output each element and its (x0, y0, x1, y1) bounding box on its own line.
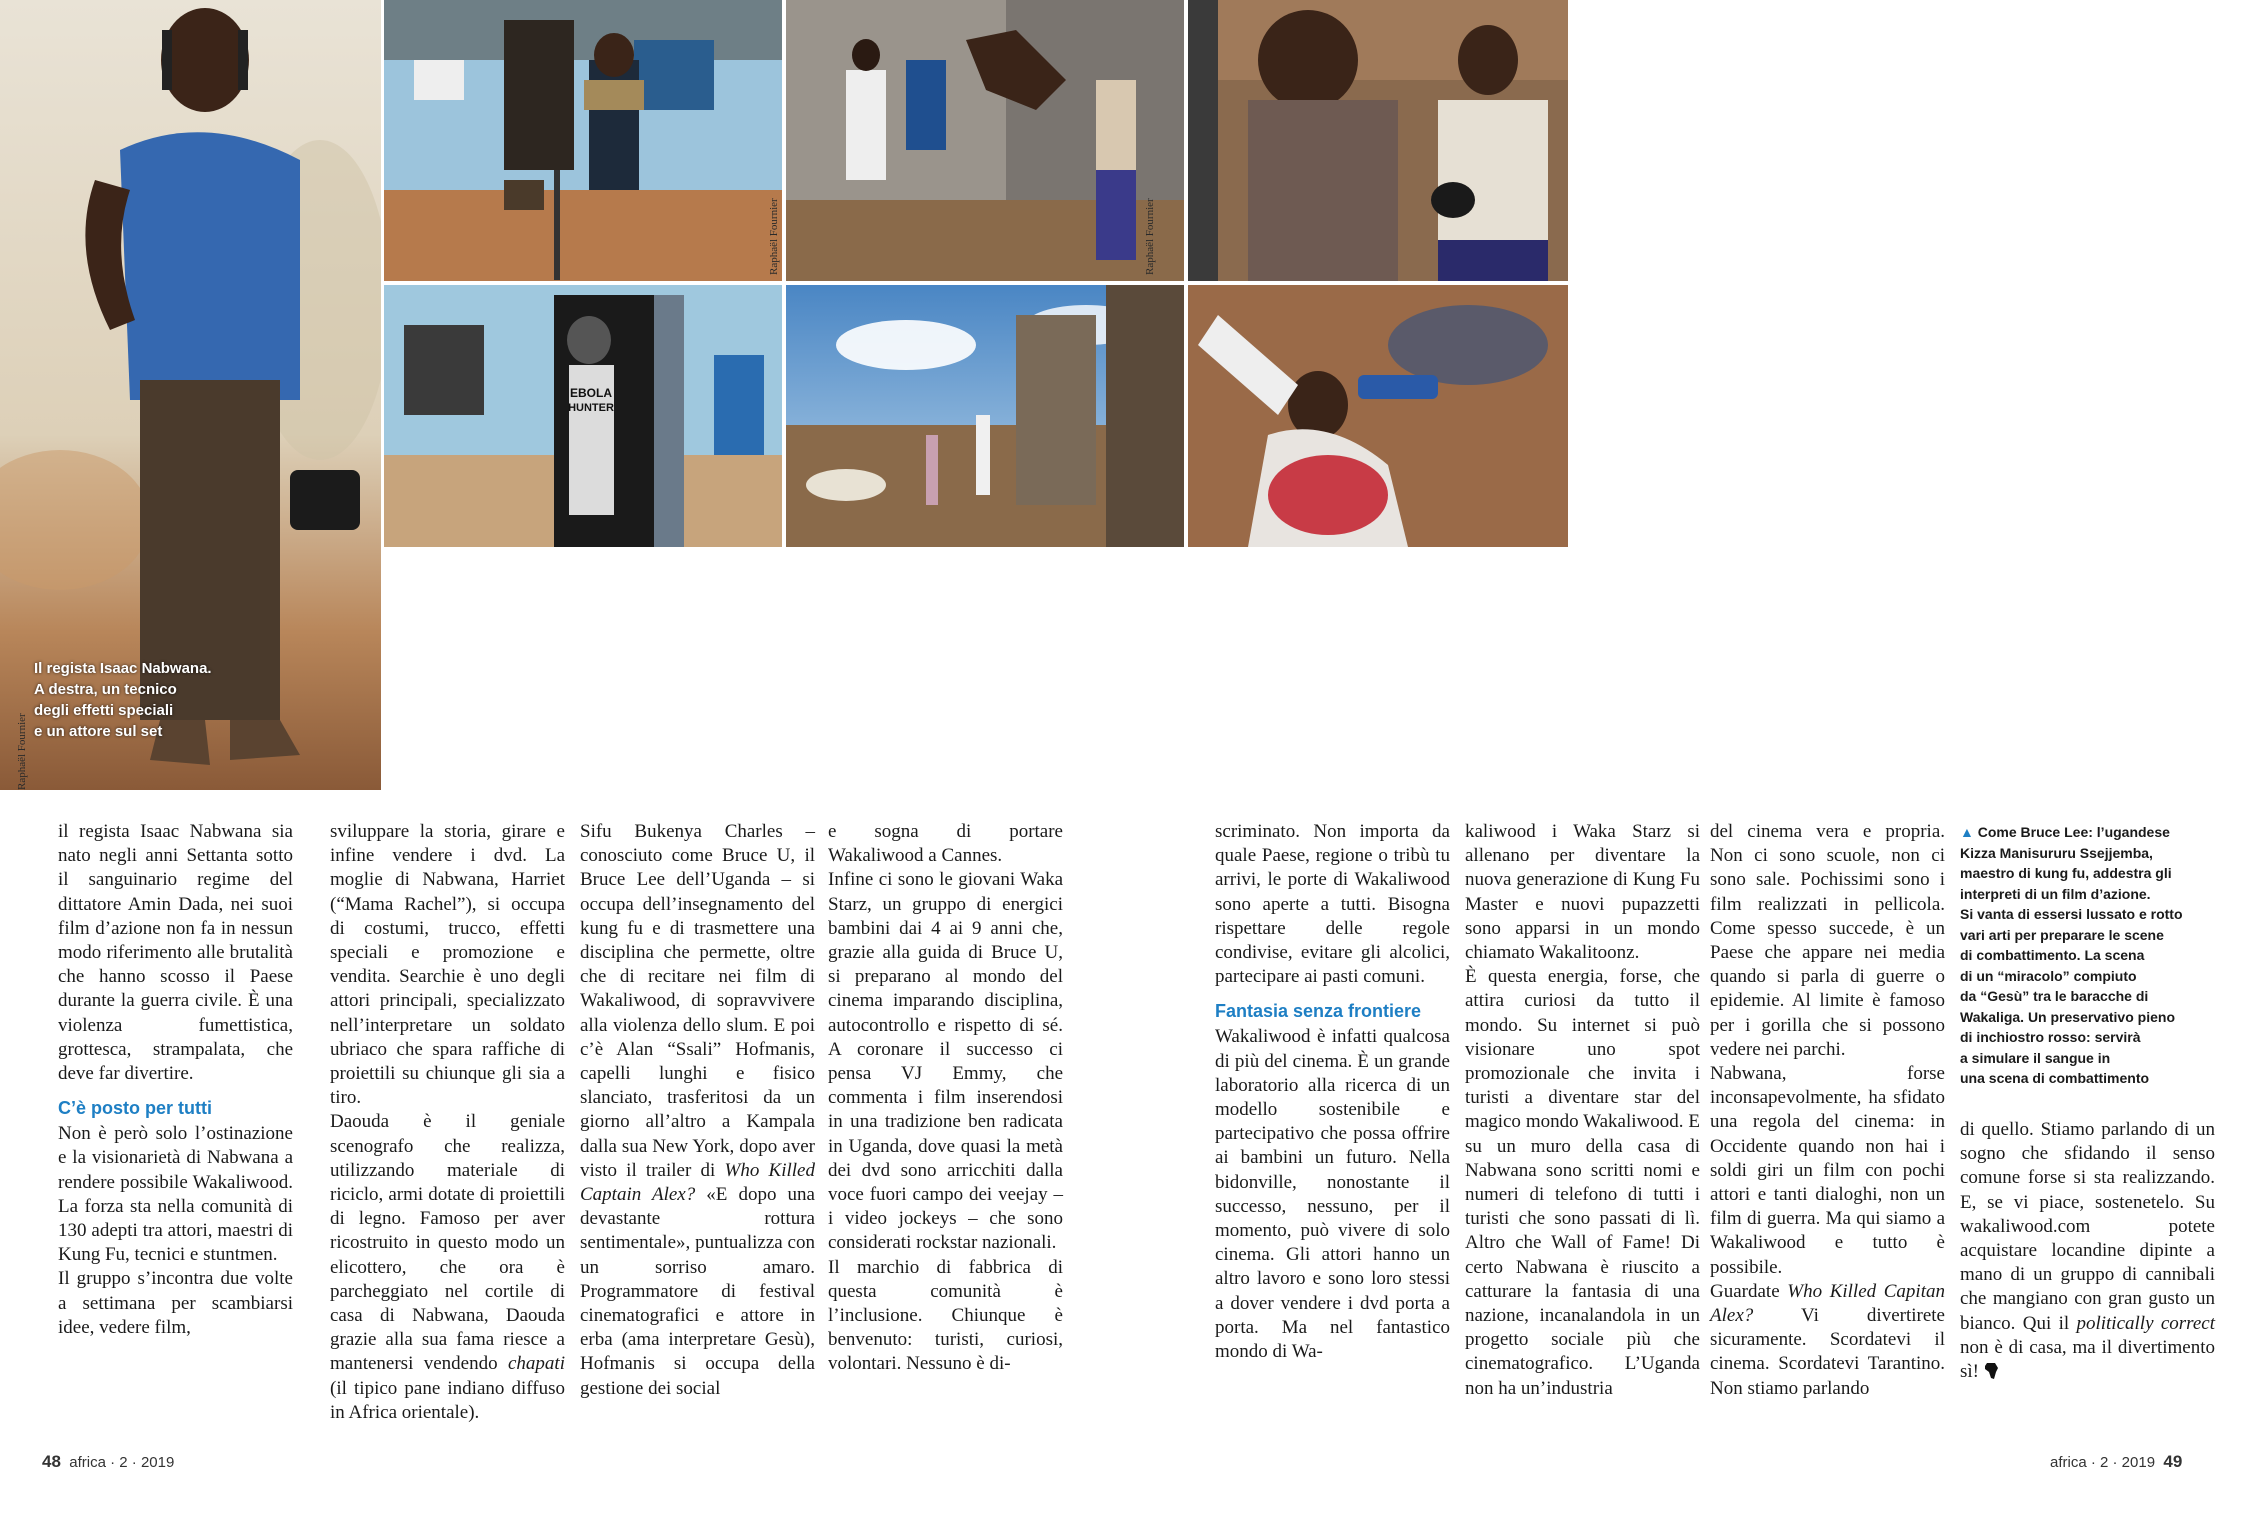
photo-miracle-scene (1188, 285, 1568, 547)
caption-line: vari arti per preparare le scene (1960, 926, 2164, 943)
caption-line: Si vanta di essersi lussato e rotto (1960, 906, 2183, 922)
text-column-5 (1215, 820, 1450, 1364)
folio-left (42, 1452, 174, 1472)
paragraph (1960, 1118, 2215, 1384)
caption-line: degli effetti speciali (34, 702, 174, 719)
paragraph-text: «E dopo una devastante rottura sentimentale», puntualizza con un sorriso amaro. Programmatore di festival cinematografici e attore in erba (ama interpretare Gesù), Hofmanis si occupa della gestione dei social (580, 1184, 815, 1399)
paragraph: Non è però solo l’ostinazione e la visionarietà di Nabwana a rendere possibile Wakaliwood. La forza sta nella comunità di 130 adepti tra attori, maestri di Kung Fu, tecnici e stuntmen. (58, 1123, 293, 1266)
caption-line: Kizza Manisururu Ssejjemba, (1960, 844, 2153, 861)
paragraph-text: non è di casa, ma il divertimento sì! (1960, 1336, 2215, 1383)
caption-line: di un “miracolo” compiuto (1960, 967, 2137, 984)
paragraph-text: Guardate (1710, 1280, 1788, 1302)
costume-text: HUNTER (568, 402, 614, 414)
text-column-3 (580, 820, 815, 1401)
paragraph: È questa energia, forse, che attira curiosi da tutto il mondo. Su internet si può visionare uno spot promozionale che invita i turisti a diventare star del magico mondo Wakaliwood. E su un muro della casa di Nabwana sono scritti nomi e numeri di telefono di tutti i turisti che sono passati di lì. Altro che Wall of Fame! Di certo Nabwana è riuscito a catturare la fantasia di una nazione, incanalandola in un progetto sociale più che cinematografico. L’Uganda non ha un’industria (1465, 966, 1700, 1399)
paragraph-text: Vi divertirete sicuramente. Scordatevi il cinema. Scordatevi Tarantino. Non stiamo parlando (1710, 1305, 1945, 1399)
italic-title: Who Killed Captain Alex? (580, 1159, 815, 1206)
photo-technician (384, 0, 782, 281)
paragraph-text: (il tipico pane indiano diffuso in Africa orientale). (330, 1377, 565, 1423)
caption-line: di combattimento. La scena (1960, 947, 2145, 963)
italic-title: Who Killed Capitan Alex? (1710, 1280, 1945, 1327)
caption-line: Come Bruce Lee: l’ugandese (1977, 824, 2170, 840)
paragraph-text: di quello. Stiamo parlando di un sogno che sfidando il senso comune forse si sta realizzando. E, se vi piace, sostenetelo. Su wakaliwood.com potete acquistare locandine dipinte a mano di un gruppo di cannibali che mangiano con gran gusto un bianco. Qui il (1960, 1119, 2215, 1334)
section-heading: Fantasia senza frontiere (1215, 1001, 1422, 1022)
italic-term: chapati (508, 1353, 565, 1375)
paragraph (1710, 1280, 1945, 1401)
paragraph: Il gruppo s’incontra due volte a settimana per scambiarsi idee, vedere film, (58, 1268, 293, 1338)
photo-slum-street (786, 285, 1184, 547)
text-column-1 (58, 820, 293, 1340)
side-photo-caption (1960, 822, 2230, 1089)
paragraph: Infine ci sono le giovani Waka Starz, un gruppo di energici bambini dai 4 ai 9 anni che, grazie alla guida di Bruce U, si preparano al mondo del cinema imparando disciplina, autocontrollo e rispetto di sé. A coronare il successo ci pensa VJ Emmy, che commenta i film inserendosi in una tradizione ben radicata in Uganda, dove quasi la metà dei dvd sono arricchiti dalla voce fuori campo dei veejay – i video jockeys – che sono considerati rockstar nazionali. (828, 869, 1063, 1254)
triangle-marker-icon: ▲ (1960, 824, 1974, 840)
page-number: 49 (2163, 1452, 2183, 1471)
text-column-7 (1710, 820, 1945, 1401)
folio-right (2050, 1452, 2182, 1472)
caption-line: di inchiostro rosso: servirà (1960, 1029, 2141, 1045)
text-column-8 (1960, 1118, 2215, 1384)
caption-line: da “Gesù” tra le baracche di (1960, 988, 2149, 1004)
photo-credit: Raphaël Fournier (1144, 198, 1156, 275)
caption-line: Il regista Isaac Nabwana. (34, 660, 212, 677)
page-number: 48 (42, 1452, 61, 1471)
paragraph-text: Daouda è il geniale scenografo che realizza, utilizzando materiale di riciclo, armi dotate di proiettili di legno. Famoso per aver ricostruito in questo modo un elicottero, che ora è parcheggiato nel cortile di casa di Nabwana, Daouda grazie alla sua fama riesce a mantenersi vendendo (330, 1111, 565, 1375)
magazine-issue: africa · 2 · 2019 (2050, 1454, 2156, 1471)
main-photo-caption (34, 658, 274, 742)
paragraph: sviluppare la storia, girare e infine vendere i dvd. La moglie di Nabwana, Harriet (“Mama Rachel”), si occupa di costumi, trucco, effetti speciali e promozione e vendita. Searchie è uno degli attori principali, specializzato nell’interpretare un soldato ubriaco che spara raffiche di proiettili su chiunque gli sia a tiro. (330, 821, 565, 1109)
section-heading: C’è posto per tutti (58, 1098, 212, 1119)
photo-ebola-hunter (384, 285, 782, 547)
text-column-6 (1465, 820, 1700, 1401)
africa-end-mark-icon (1984, 1362, 2000, 1380)
photo-kung-fu-kick (786, 0, 1184, 281)
caption-line: e un attore sul set (34, 723, 163, 740)
paragraph: Nabwana, forse inconsapevolmente, ha sfidato una regola del cinema: in Occidente quando non hai i soldi giri un film con pochi attori e tanti dialoghi, non un film di guerra. Ma qui siamo a Wakaliwood e tutto è possibile. (1710, 1063, 1945, 1278)
photo-blood-effect (1188, 0, 1568, 281)
photo-credit: Raphaël Fournier (16, 713, 28, 790)
caption-line: Wakaliga. Un preservativo pieno (1960, 1008, 2175, 1025)
caption-line: a simulare il sangue in (1960, 1049, 2111, 1066)
paragraph-text: Sifu Bukenya Charles – conosciuto come Bruce U, il Bruce Lee dell’Uganda – si occupa dell’insegnamento del kung fu e di trasmettere una disciplina che permette, oltre che di recitare nei film di Wakaliwood, di sopravvivere alla violenza dello slum. E poi c’è Alan “Ssali” Hofmanis, capelli lunghi e fisico slanciato, trasferitosi da un giorno all’altro a Kampala dalla sua New York, dopo aver visto il trailer di (580, 821, 815, 1181)
paragraph: e sogna di portare Wakaliwood a Cannes. (828, 821, 1063, 867)
paragraph: il regista Isaac Nabwana sia nato negli anni Settanta sotto il sanguinario regime del dittatore Amin Dada, nei suoi film d’azione non fa in nessun modo riferimento alle brutalità che hanno scosso il Paese durante la guerra civile. È una violenza fumettistica, grottesca, strampalata, che deve far divertire. (58, 821, 293, 1085)
text-column-4 (828, 820, 1063, 1377)
paragraph: scriminato. Non importa da quale Paese, regione o tribù tu arrivi, le porte di Wakaliwood sono aperte a tutti. Bisogna rispettare delle regole condivise, evitare gli alcolici, partecipare ai pasti comuni. (1215, 821, 1450, 988)
caption-line: A destra, un tecnico (34, 681, 177, 698)
paragraph: Wakaliwood è infatti qualcosa di più del cinema. È un grande laboratorio alla ricerca di un modello sostenibile e partecipativo che possa offrire ai bambini un futuro. Nella bidonville, nonostante il successo, nessuno, per il momento, può vivere di solo cinema. Gli attori hanno un altro lavoro e sono loro stessi a dover vendere i dvd porta a porta. Ma nel fantastico mondo di Wa- (1215, 1026, 1450, 1363)
paragraph: del cinema vera e propria. Non ci sono scuole, non ci sono sale. Pochissimi sono i film realizzati in pellicola. Come spesso succede, è un Paese che appare nei media quando si parla di guerre o epidemie. Al limite è famoso per i gorilla che si possono vedere nei parchi. (1710, 821, 1945, 1060)
photo-credit: Raphaël Fournier (768, 198, 780, 275)
paragraph: Il marchio di fabbrica di questa comunità è l’inclusione. Chiunque è benvenuto: turisti, curiosi, volontari. Nessuno è di- (828, 1256, 1063, 1375)
caption-line: maestro di kung fu, addestra gli (1960, 865, 2172, 881)
caption-line: una scena di combattimento (1960, 1070, 2150, 1086)
paragraph: kaliwood i Waka Starz si allenano per diventare la nuova generazione di Kung Fu Master e nuovi pupazzetti sono apparsi in un mondo chiamato Wakalitoonz. (1465, 821, 1700, 964)
magazine-issue: africa · 2 · 2019 (69, 1454, 175, 1471)
paragraph (580, 820, 815, 1401)
paragraph (330, 1110, 565, 1425)
costume-text: EBOLA (570, 386, 612, 400)
italic-term: politically correct (2076, 1312, 2216, 1334)
caption-line: interpreti di un film d’azione. (1960, 885, 2151, 902)
text-column-2 (330, 820, 565, 1425)
